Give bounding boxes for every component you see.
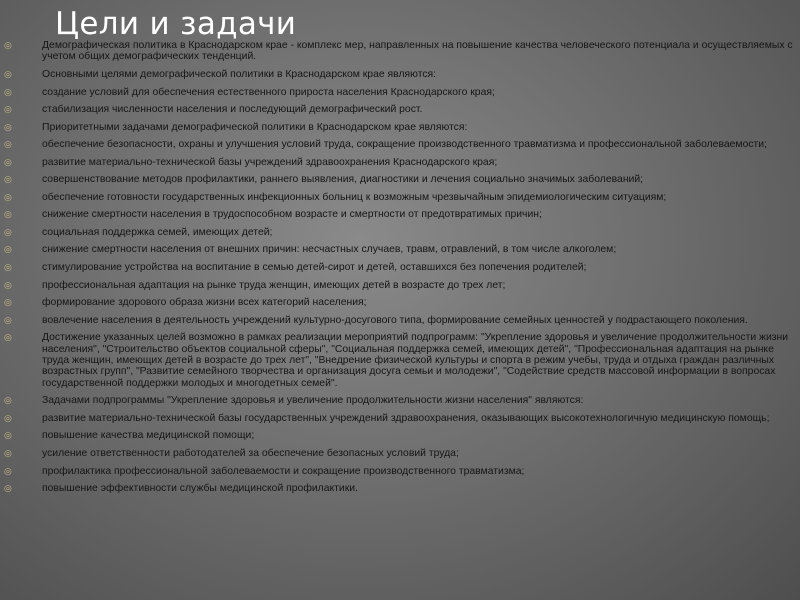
list-item-text: создание условий для обеспечения естественного прироста населения Краснодарского края; (42, 86, 495, 98)
bullet-icon: ◎ (4, 483, 12, 494)
list-item (4, 157, 798, 168)
bullet-icon: ◎ (4, 68, 12, 79)
bullet-icon: ◎ (4, 40, 12, 50)
list-item (4, 122, 798, 133)
bullet-icon: ◎ (4, 395, 12, 406)
list-item-text: снижение смертности населения от внешних причин: несчастных случаев, травм, отравлений, в том числе алкоголем; (42, 244, 617, 256)
list-item (4, 69, 798, 80)
list-item (4, 430, 798, 441)
bullet-icon: ◎ (4, 447, 12, 458)
list-item-text: обеспечение готовности государственных инфекционных больниц к возможным чрезвычайным эпидемиологическим ситуациям; (42, 191, 667, 203)
list-item (4, 466, 798, 477)
list-item-text: обеспечение безопасности, охраны и улучшения условий труда, сокращение производственного травматизма и профессиональной заболеваемости; (42, 139, 767, 151)
list-item-text: профессиональная адаптация на рынке труда женщин, имеющих детей в возрасте до трех лет; (42, 279, 506, 291)
list-item-text: Задачами подпрограммы "Укрепление здоровья и увеличение продолжительности жизни населения" являются: (42, 395, 584, 407)
list-item (4, 413, 798, 424)
list-item-text: Приоритетными задачами демографической политики в Краснодарском крае являются: (42, 121, 468, 133)
list-item-text: вовлечение населения в деятельность учреждений культурно-досугового типа, формирование семейных ценностей у подрастающего поколения. (42, 314, 748, 326)
list-item-text: стимулирование устройства на воспитание в семью детей-сирот и детей, оставшихся без попечения родителей; (42, 261, 587, 273)
bullet-list (4, 40, 798, 501)
list-item (4, 104, 798, 115)
list-item (4, 395, 798, 406)
bullet-icon: ◎ (4, 412, 12, 423)
bullet-icon: ◎ (4, 174, 12, 185)
list-item (4, 244, 798, 255)
list-item-text: Основными целями демографической политики в Краснодарском крае являются: (42, 68, 437, 80)
list-item-text: повышение качества медицинской помощи; (42, 430, 255, 442)
bullet-icon: ◎ (4, 279, 12, 290)
list-item-text: формирование здорового образа жизни всех категорий населения; (42, 297, 367, 309)
list-item (4, 192, 798, 203)
list-item-text: стабилизация численности населения и последующий демографический рост. (42, 104, 423, 116)
list-item-text: развитие материально-технической базы государственных учреждений здравоохранения, оказывающих высокотехнологичную медицинскую помощь; (42, 412, 770, 424)
slide-title: Цели и задачи (55, 6, 297, 42)
list-item (4, 227, 798, 238)
list-item (4, 139, 798, 150)
list-item (4, 332, 798, 389)
list-item-text: развитие материально-технической базы учреждений здравоохранения Краснодарского края; (42, 156, 498, 168)
list-item-text: повышение эффективности службы медицинской профилактики. (42, 483, 358, 495)
list-item-text: профилактика профессиональной заболеваемости и сокращение производственного травматизма; (42, 465, 525, 477)
list-item-text: снижение смертности населения в трудоспособном возрасте и смертности от предотвратимых причин; (42, 209, 542, 221)
bullet-icon: ◎ (4, 156, 12, 167)
bullet-icon: ◎ (4, 244, 12, 255)
list-item (4, 262, 798, 273)
bullet-icon: ◎ (4, 332, 12, 343)
list-item-text: Достижение указанных целей возможно в рамках реализации мероприятий подпрограмм: "Укрепление здоровья и увеличение продолжительности жизни населения", "Строительство объектов социальной сферы", "Социальная поддержка семей, имеющих детей", "Профессиональная адаптация на рынке труда женщин, имеющих детей в возрасте до трех лет", "Внедрение физической культуры и спорта в режим учебы, труда и отдыха граждан различных возрастных групп", "Развитие семейного творчества и организация досуга семьи и молодежи", "Содействие средств массовой информации в вопросах государственной поддержки молодых и многодетных семей". (42, 332, 789, 389)
list-item-text: усиление ответственности работодателей за обеспечение безопасных условий труда; (42, 447, 459, 459)
list-item (4, 315, 798, 326)
list-item-text: социальная поддержка семей, имеющих детей; (42, 226, 273, 238)
list-item (4, 297, 798, 308)
bullet-icon: ◎ (4, 314, 12, 325)
list-item (4, 483, 798, 494)
list-item-text: Демографическая политика в Краснодарском крае - комплекс мер, направленных на повышение качества человеческого потенциала и осуществляемых с учетом общих демографических тенденций. (42, 40, 793, 63)
bullet-icon: ◎ (4, 104, 12, 115)
list-item (4, 174, 798, 185)
bullet-icon: ◎ (4, 209, 12, 220)
bullet-icon: ◎ (4, 430, 12, 441)
list-item-text: совершенствование методов профилактики, раннего выявления, диагностики и лечения социально значимых заболеваний; (42, 174, 644, 186)
bullet-icon: ◎ (4, 226, 12, 237)
list-item (4, 209, 798, 220)
list-item (4, 448, 798, 459)
list-item (4, 40, 798, 63)
bullet-icon: ◎ (4, 139, 12, 150)
list-item (4, 87, 798, 98)
bullet-icon: ◎ (4, 191, 12, 202)
bullet-icon: ◎ (4, 121, 12, 132)
bullet-icon: ◎ (4, 465, 12, 476)
bullet-icon: ◎ (4, 86, 12, 97)
list-item (4, 280, 798, 291)
bullet-icon: ◎ (4, 261, 12, 272)
bullet-icon: ◎ (4, 297, 12, 308)
